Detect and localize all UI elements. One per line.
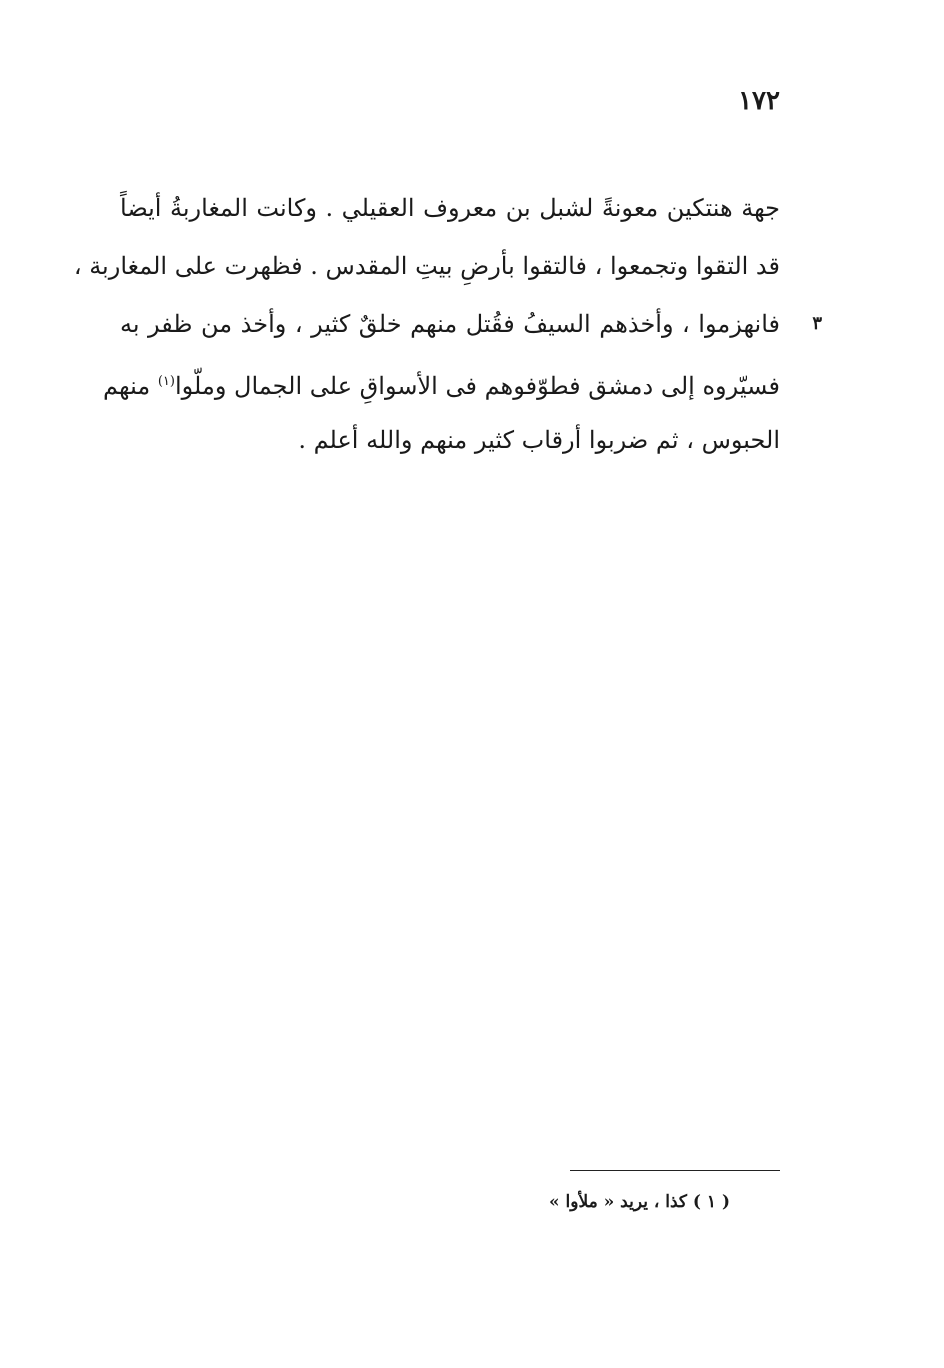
page-number: ١٧٢ [738,86,780,116]
line-number-marker: ٣ [812,313,822,334]
footnote-reference: (١) [157,374,175,389]
footnote: ( ١ ) كذا ، يريد « ملأوا » [548,1192,730,1212]
text-line-4 [103,360,780,418]
text-line-3 [120,302,822,360]
text-line-5: الحبوس ، ثم ضربوا أرقاب كثير منهم والله أعلم . [298,426,780,454]
body-text [73,186,822,476]
text-line-1: جهة هنتكين معونةً لشبل بن معروف العقيلي . وكانت المغاربةُ أيضاً [120,194,780,222]
text-line-2: قد التقوا وتجمعوا ، فالتقوا بأرضِ بيتِ المقدس . فظهرت على المغاربة ، [73,252,780,280]
text-line-3-content: فانهزموا ، وأخذهم السيفُ فقُتل منهم خلقٌ كثير ، وأخذ من ظفر به [120,310,780,338]
text-line-4-end: منهم [103,372,151,400]
text-line-4-content: فسيّروه إلى دمشق فطوّفوهم فى الأسواقِ على الجمال وملّوا [174,372,780,400]
footnote-divider [570,1170,780,1171]
